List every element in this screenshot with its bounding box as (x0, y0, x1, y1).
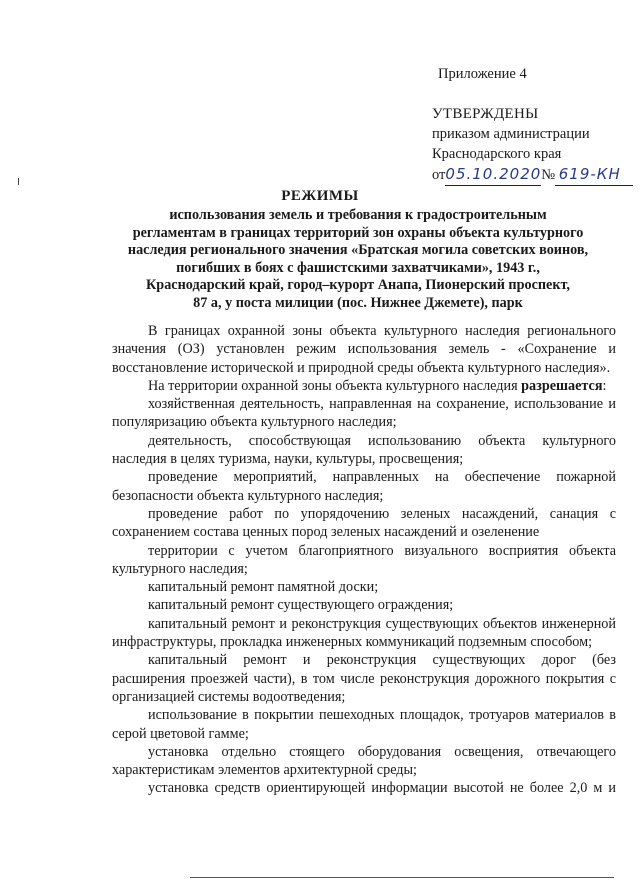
document-body (112, 322, 616, 798)
subtitle-line: наследия регионального значения «Братская могила советских воинов, (127, 242, 589, 259)
permitted-lead: На территории охранной зоны объекта культурного наследия (148, 377, 518, 394)
list-item: деятельность, способствующая использованию объекта культурного наследия в целях туризма, науки, культуры, просвещения; (112, 432, 616, 468)
permitted-keyword: разрешается (521, 377, 603, 394)
handwritten-number: 619-КН (558, 165, 621, 183)
list-item: установка отдельно стоящего оборудования освещения, отвечающего характеристикам элементов архитектурной среды; (112, 743, 616, 779)
number-prefix: № (541, 167, 556, 183)
bottom-rule (190, 877, 614, 878)
document-title: РЕЖИМЫ (281, 188, 359, 204)
approved-heading: УТВЕРЖДЕНЫ (432, 106, 539, 122)
list-item: капитальный ремонт памятной доски; (148, 579, 379, 596)
approval-line-2: Краснодарского края (432, 146, 562, 162)
list-item: проведение мероприятий, направленных на обеспечение пожарной безопасности объекта культурного наследия; (112, 469, 616, 504)
subtitle-line: 87 а, у поста милиции (пос. Нижнее Джемете), парк (193, 294, 523, 311)
list-item: территории с учетом благоприятного визуального восприятия объекта культурного наследия; (112, 542, 616, 577)
approval-line-1: приказом администрации (432, 126, 590, 142)
list-item: проведение работ по упорядочению зеленых насаждений, санация с сохранением состава ценных пород зеленых насаждений и озеленение (112, 505, 616, 541)
list-item: капитальный ремонт существующего ограждения; (148, 597, 454, 614)
list-item: установка средств ориентирующей информации высотой не более 2,0 м и (148, 780, 616, 797)
appendix-label: Приложение 4 (438, 66, 527, 82)
paragraph-intro: В границах охранной зоны объекта культурного наследия регионального значения (ОЗ) установлен режим использования земель - «Сохранение и восстановление исторической и природной среды объекта культурного наследия». (112, 323, 616, 376)
approval-date-line (432, 164, 633, 186)
list-item: капитальный ремонт и реконструкция существующих дорог (без расширения проезжей части), в том числе реконструкция дорожного покрытия с организацией системы водоотведения; (112, 652, 616, 705)
subtitle-line: Краснодарский край, город–курорт Анапа, Пионерский проспект, (146, 277, 570, 294)
handwritten-date: 05.10.2020 (445, 165, 542, 183)
document-subtitle (108, 207, 608, 313)
subtitle-line: регламентам в границах территорий зон охраны объекта культурного (132, 224, 584, 241)
approval-block (432, 104, 633, 186)
subtitle-line: погибших в боях с фашистскими захватчиками», 1943 г., (176, 259, 540, 276)
subtitle-line: использования земель и требования к градостроительным (169, 207, 547, 223)
permitted-colon: : (602, 377, 607, 394)
date-prefix: от (432, 167, 446, 183)
paragraph-permitted (112, 377, 616, 395)
list-item: капитальный ремонт и реконструкция существующих объектов инженерной инфраструктуры, прокладка инженерных коммуникаций подземным способом; (112, 615, 616, 651)
margin-mark (18, 178, 19, 185)
list-item: использование в покрытии пешеходных площадок, тротуаров материалов в серой цветовой гамме; (112, 707, 616, 742)
list-item: хозяйственная деятельность, направленная на сохранение, использование и популяризацию объекта культурного наследия; (112, 396, 616, 431)
